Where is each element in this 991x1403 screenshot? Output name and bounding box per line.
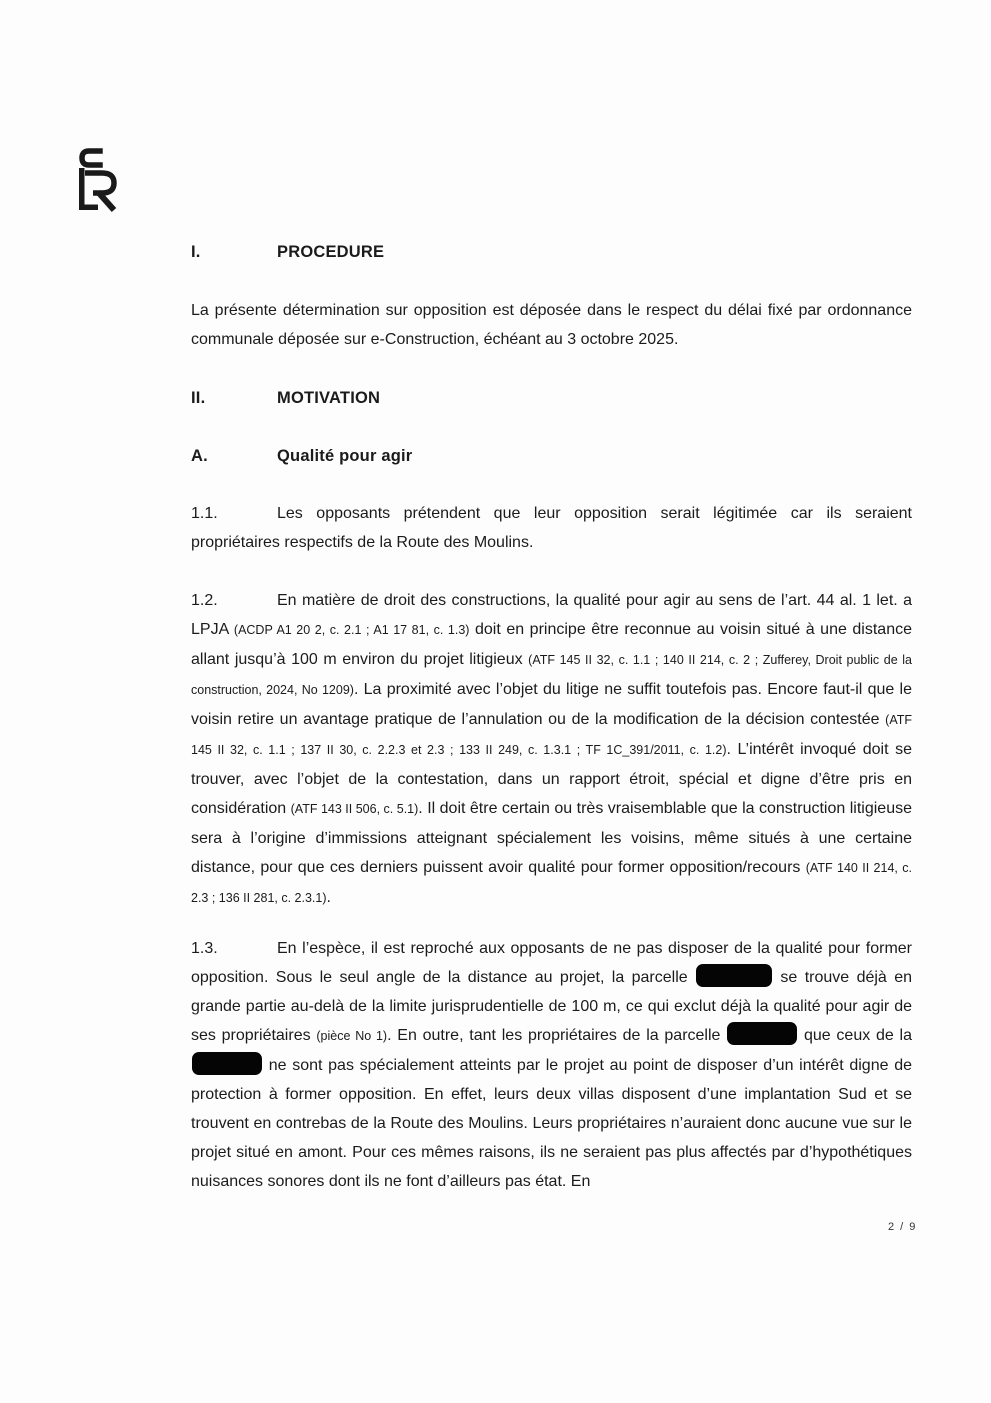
section-heading-procedure	[191, 243, 384, 262]
paragraph-number: 1.2.	[191, 592, 218, 609]
redaction-bar	[727, 1022, 797, 1045]
subsection-heading-qualite	[191, 447, 412, 466]
paragraph-text: En l’espèce, il est reproché aux opposants de ne pas disposer de la qualité pour former opposition. Sous le seul angle de la distance au projet, la parcelle	[191, 940, 912, 986]
legal-reference: (ATF 140 II 214, c. 2.3 ; 136 II 281, c. 2.3.1)	[191, 861, 912, 905]
section-title: PROCEDURE	[277, 243, 385, 261]
paragraph-text: . L’intérêt invoqué doit se trouver, avec l’objet de la contestation, dans un rapport étroit, spécial et digne d’être pris en considération	[191, 741, 913, 817]
paragraph-number: 1.3.	[191, 940, 218, 957]
paragraph-text: que ceux de la	[798, 1027, 913, 1044]
paragraph-text: ne sont pas spécialement atteints par le projet au point de disposer d’un intérêt digne de protection à former opposition. En effet, leurs deux villas disposent d’une implantation Sud et se trouvent en contrebas de la Route des Moulins. Leurs propriétaires n’auraient donc aucune vue sur le projet situé en amont. Pour ces mêmes raisons, ils ne seraient pas plus affectés par d’hypothétiques nuisances sonores dont ils ne font d’ailleurs pas état. En	[191, 1057, 912, 1190]
paragraph-text: . La proximité avec l’objet du litige ne suffit toutefois pas. Encore faut-il que le voisin retire un avantage pratique de l’annulation ou de la modification de la décision contestée	[191, 681, 912, 728]
paragraph-text: Les opposants prétendent que leur opposition serait légitimée car ils seraient propriétaires respectifs de la Route des Moulins.	[191, 505, 912, 551]
paragraph-number: 1.1.	[191, 505, 218, 522]
paragraph-1-3	[191, 934, 912, 1196]
section-heading-motivation	[191, 389, 380, 408]
redaction-bar	[192, 1052, 262, 1075]
section-number: I.	[191, 243, 201, 261]
paragraph-text: se trouve déjà en grande partie au-delà de la limite jurisprudentielle de 100 m, ce qui exclut déjà la qualité pour agir de ses propriétaires	[191, 969, 913, 1044]
legal-reference: (ATF 145 II 32, c. 1.1 ; 137 II 30, c. 2.2.3 et 2.3 ; 133 II 249, c. 1.3.1 ; TF 1C_391/2011, c. 1.2)	[191, 713, 912, 757]
legal-reference: (pièce No 1)	[316, 1029, 388, 1043]
paragraph-1-1	[191, 499, 912, 557]
legal-reference: (ATF 143 II 506, c. 5.1)	[290, 802, 419, 816]
redaction-bar	[696, 964, 772, 987]
page-number: 2 / 9	[888, 1221, 917, 1233]
legal-reference: (ATF 145 II 32, c. 1.1 ; 140 II 214, c. 2 ; Zufferey, Droit public de la construction, 2024, No 1209)	[191, 653, 912, 697]
subsection-number: A.	[191, 447, 208, 465]
procedure-paragraph	[191, 296, 912, 354]
firm-monogram-logo	[76, 146, 120, 212]
paragraph-text: doit en principe être reconnue au voisin situé à une distance allant jusqu’à 100 m environ du projet litigieux	[191, 621, 913, 668]
subsection-title: Qualité pour agir	[277, 447, 413, 465]
legal-reference: (ACDP A1 20 2, c. 2.1 ; A1 17 81, c. 1.3)	[233, 623, 470, 637]
section-number: II.	[191, 389, 206, 407]
paragraph-text: . Il doit être certain ou très vraisemblable que la construction litigieuse sera à l’origine d’immissions atteignant spécialement les voisins, même situés à une certaine distance, pour que ces derniers puissent avoir qualité pour former opposition/recours	[191, 800, 912, 876]
paragraph-text: .	[326, 889, 331, 906]
paragraph-text: . En outre, tant les propriétaires de la parcelle	[387, 1027, 727, 1044]
section-title: MOTIVATION	[277, 389, 381, 407]
paragraph-text: La présente détermination sur opposition est déposée dans le respect du délai fixé par ordonnance communale déposée sur e-Construction, échéant au 3 octobre 2025.	[191, 302, 912, 348]
paragraph-1-2	[191, 586, 912, 913]
paragraph-text: En matière de droit des constructions, la qualité pour agir au sens de l’art. 44 al. 1 let. a LPJA	[191, 592, 912, 638]
